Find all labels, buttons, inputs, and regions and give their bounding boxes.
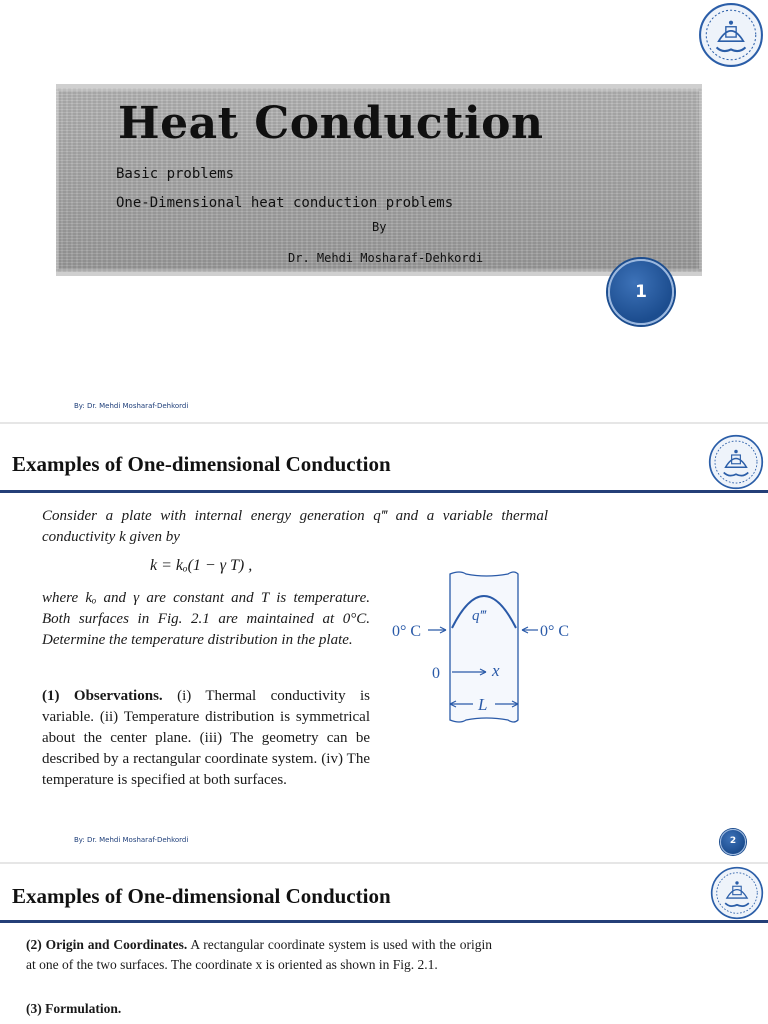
title-slide	[0, 0, 768, 422]
origin-coordinates	[26, 935, 492, 975]
problem-statement: Consider a plate with internal energy generation q‴ and a variable thermal conductivity k given by	[42, 508, 549, 545]
x-axis-label: x	[492, 661, 500, 680]
observations-text: (i) Thermal conductivity is variable. (ii) Temperature distribution is symmetrical about the center plane. (iii) The geometry can be described by a rectangular coordinate system. (iv) The temperature is specified at both surfaces.	[42, 688, 371, 788]
slide-title: Examples of One-dimensional Conduction	[12, 452, 391, 476]
problem-conditions: where kₒ and γ are constant and T is temperature. Both surfaces in Fig. 2.1 are maintained at 0°C. Determine the temperature distribution in the plate.	[42, 590, 370, 648]
observations-heading: (1) Observations.	[42, 688, 163, 704]
slide-number-badge: 2	[720, 829, 746, 855]
presentation-title: Heat Conduction	[118, 98, 544, 149]
observations	[42, 686, 370, 791]
right-temperature: 0° C	[540, 623, 570, 640]
slide-title: Examples of One-dimensional Conduction	[12, 884, 391, 908]
university-emblem-icon	[708, 434, 764, 490]
example-slide	[0, 424, 768, 862]
plate-figure	[388, 570, 578, 730]
title-rule	[0, 920, 768, 923]
conductivity-equation: k = kₒ(1 − γ T) ,	[150, 557, 253, 574]
formulation-heading: (3) Formulation.	[26, 1001, 122, 1016]
slide-footer: By: Dr. Mehdi Mosharaf-Dehkordi	[74, 836, 189, 844]
generation-label: q‴	[472, 608, 486, 624]
slide-footer: By: Dr. Mehdi Mosharaf-Dehkordi	[74, 402, 189, 410]
university-emblem-icon	[710, 866, 764, 920]
by-label: By	[372, 220, 387, 234]
origin-label: 0	[432, 665, 440, 682]
slide-number-badge: 1	[608, 259, 674, 325]
title-banner	[56, 84, 702, 276]
author-name: Dr. Mehdi Mosharaf-Dehkordi	[288, 251, 484, 265]
origin-text: A rectangular coordinate system is used with the origin at one of the two surfaces. The coordinate x is oriented as shown in Fig. 2.1.	[26, 937, 492, 972]
university-emblem-icon	[698, 2, 764, 68]
origin-heading: (2) Origin and Coordinates.	[26, 937, 188, 952]
length-label: L	[478, 695, 488, 714]
subtitle-basic: Basic problems	[116, 166, 235, 182]
title-rule	[0, 490, 768, 493]
formulation-slide	[0, 864, 768, 1024]
left-temperature: 0° C	[392, 623, 422, 640]
subtitle-one-dimensional: One-Dimensional heat conduction problems	[116, 195, 454, 211]
